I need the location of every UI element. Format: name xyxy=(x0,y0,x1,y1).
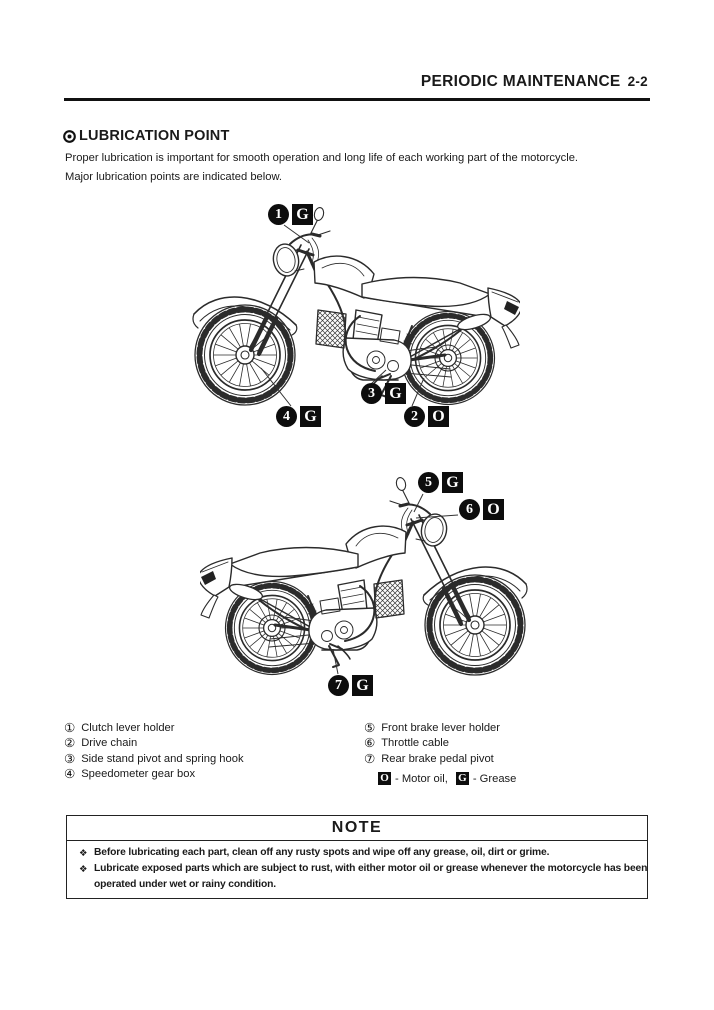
note-item-2 xyxy=(79,861,650,893)
header-title: PERIODIC MAINTENANCE xyxy=(420,73,621,90)
intro-line-1: Proper lubrication is important for smooth operation and long life of each working part of the motorcycle. xyxy=(65,152,579,164)
circled-number-5: ⑤ xyxy=(364,719,376,735)
note-body xyxy=(67,841,647,898)
circled-number-1: ① xyxy=(64,719,76,735)
callout-1-number: 1 xyxy=(268,204,289,225)
circle-dot-icon xyxy=(62,129,77,144)
diamond-bullet-icon: ❖ xyxy=(79,848,88,859)
callout-2-number: 2 xyxy=(404,406,425,427)
legend-label-5: Front brake lever holder xyxy=(381,721,500,734)
section-heading xyxy=(62,128,230,144)
callout-3 xyxy=(361,383,406,404)
note-item-1-text: Before lubricating each part, clean off any rusty spots and wipe off any grease, oil, dirt or grime. xyxy=(94,847,550,858)
legend-label-2: Drive chain xyxy=(81,737,138,750)
diagram-right-side-view xyxy=(200,468,660,708)
motor-oil-label: - Motor oil, xyxy=(395,772,448,785)
motorcycle-illustration-2 xyxy=(200,468,660,708)
legend-item-3 xyxy=(64,751,244,767)
legend-item-6 xyxy=(364,736,500,752)
callout-4-number: 4 xyxy=(276,406,297,427)
circled-number-3: ③ xyxy=(64,750,76,766)
page-header xyxy=(421,73,648,91)
callout-4 xyxy=(276,406,321,427)
legend-label-3: Side stand pivot and spring hook xyxy=(81,752,244,765)
grease-label: - Grease xyxy=(472,772,517,785)
leader-line-1 xyxy=(284,225,309,243)
note-item-1 xyxy=(79,845,650,861)
intro-line-2: Major lubrication points are indicated below. xyxy=(65,170,283,183)
callout-5-code: G xyxy=(442,472,463,493)
callout-1 xyxy=(268,204,313,225)
note-title: NOTE xyxy=(67,816,647,841)
callout-5-number: 5 xyxy=(418,472,439,493)
circled-number-6: ⑥ xyxy=(364,735,376,750)
circled-number-2: ② xyxy=(64,735,76,750)
legend-right-column xyxy=(364,720,500,767)
diamond-bullet-icon: ❖ xyxy=(79,863,88,875)
note-box xyxy=(66,815,648,899)
grease-badge: G xyxy=(456,772,469,785)
callout-2-code: O xyxy=(428,406,449,427)
callout-6-number: 6 xyxy=(459,499,480,520)
callout-6 xyxy=(459,499,504,520)
legend-label-4: Speedometer gear box xyxy=(81,768,196,781)
diagram-left-side-view xyxy=(60,198,520,433)
motorcycle-illustration-1 xyxy=(60,198,520,433)
legend-label-7: Rear brake pedal pivot xyxy=(381,752,494,765)
leader-line-5 xyxy=(414,494,423,512)
callout-3-number: 3 xyxy=(361,383,382,404)
section-title: LUBRICATION POINT xyxy=(79,128,230,144)
header-page-number: 2-2 xyxy=(627,74,648,89)
callout-7-code: G xyxy=(352,675,373,696)
circled-number-7: ⑦ xyxy=(364,750,376,766)
callout-3-code: G xyxy=(385,383,406,404)
legend-item-5 xyxy=(364,720,500,736)
callout-5 xyxy=(418,472,463,493)
callout-7-number: 7 xyxy=(328,675,349,696)
callout-4-code: G xyxy=(300,406,321,427)
header-rule xyxy=(64,98,650,101)
legend-item-7 xyxy=(364,751,500,767)
callout-6-code: O xyxy=(483,499,504,520)
legend-item-4 xyxy=(64,767,244,783)
motor-oil-badge: O xyxy=(378,772,391,785)
legend-item-2 xyxy=(64,736,244,752)
legend-left-column xyxy=(64,720,244,782)
callout-2 xyxy=(404,406,449,427)
circled-number-4: ④ xyxy=(64,766,76,781)
legend-label-1: Clutch lever holder xyxy=(81,721,175,734)
intro-text xyxy=(65,149,665,186)
callout-7 xyxy=(328,675,373,696)
callout-1-code: G xyxy=(292,204,313,225)
note-item-2-text: Lubricate exposed parts which are subject to rust, with either motor oil or grease whenever the motorcycle has been operated under wet or rainy condition. xyxy=(94,862,648,890)
symbol-key xyxy=(378,772,516,785)
legend-label-6: Throttle cable xyxy=(381,737,449,750)
legend-item-1 xyxy=(64,720,244,736)
